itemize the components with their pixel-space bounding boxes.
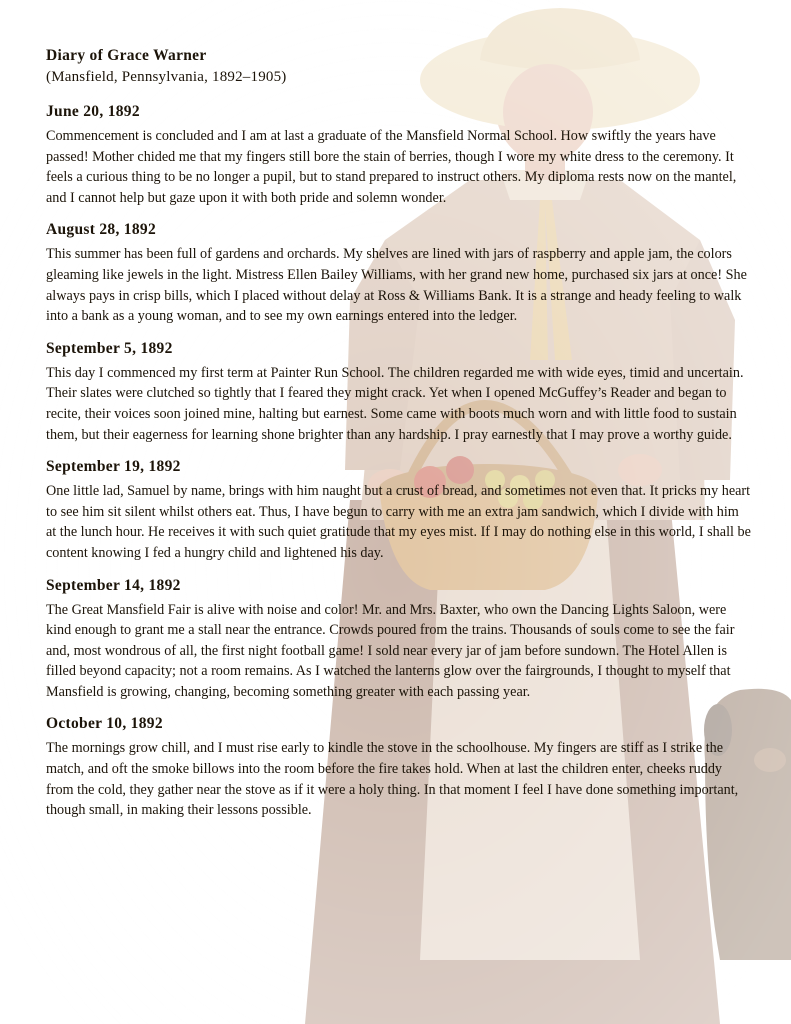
entry-date: September 5, 1892 xyxy=(46,339,173,357)
entry-date: August 28, 1892 xyxy=(46,221,157,239)
diary-document xyxy=(46,46,751,821)
entry-text: The mornings grow chill, and I must rise early to kindle the stove in the schoolhouse. My fingers are stiff as I strike the match, and oft the smoke billows into the room before the fire takes hold. When at last the children enter, cheeks ruddy from the cold, they gather near the stove as if it were a holy thing. In that moment I feel I have done something important, though small, in making their lessons possible. xyxy=(46,740,739,819)
diary-entry xyxy=(46,220,751,326)
entry-text: Commencement is concluded and I am at last a graduate of the Mansfield Normal School. How swiftly the years have passed! Mother chided me that my fingers still bore the stain of berries, though I wore my white dress to the ceremony. It feels a curious thing to be no longer a pupil, but to stand prepared to instruct others. My diploma rests now on the mantel, and I cannot help but gaze upon it with both pride and solemn wonder. xyxy=(46,128,737,206)
diary-entry xyxy=(46,339,751,445)
entry-date: September 19, 1892 xyxy=(46,458,181,476)
diary-entry xyxy=(46,576,751,703)
entry-date: October 10, 1892 xyxy=(46,715,163,733)
diary-title: Diary of Grace Warner xyxy=(46,47,207,64)
diary-entry xyxy=(46,102,751,208)
entry-text: The Great Mansfield Fair is alive with noise and color! Mr. and Mrs. Baxter, who own the Dancing Lights Saloon, were kind enough to grant me a stall near the entrance. Crowds poured from the trains. Thousands of souls come to see the fair and, most wondrous of all, the first night football game! I sold near every jar of jam before sundown. The Hotel Allen is filled beyond capacity; not a room remains. As I watched the lanterns glow over the fairgrounds, I thought to myself that Mansfield is growing, changing, becoming something greater with each passing year. xyxy=(46,601,735,700)
diary-entry xyxy=(46,457,751,563)
entry-text: This summer has been full of gardens and orchards. My shelves are lined with jars of raspberry and apple jam, the colors gleaming like jewels in the light. Mistress Ellen Bailey Williams, with her grand new home, purchased six jars at once! She always pays in crisp bills, which I placed without delay at Ross & Williams Bank. It is a strange and heady feeling to walk into a bank as a young woman, and to see my own earnings entered into the ledger. xyxy=(46,246,747,325)
entry-date: September 14, 1892 xyxy=(46,576,181,594)
entry-date: June 20, 1892 xyxy=(46,103,140,120)
entry-text: This day I commenced my first term at Painter Run School. The children regarded me with wide eyes, timid and uncertain. Their slates were clutched so tightly that I feared they might crack. Yet when I opened McGuffey’s Reader and began to recite, their voices soon joined mine, halting but earnest. Some came with boots much worn and with little food to sustain them, but their eagerness for learning shone brighter than any hardship. I pray earnestly that I may prove a worthy guide. xyxy=(46,364,744,443)
entry-text: One little lad, Samuel by name, brings with him naught but a crust of bread, and sometimes not even that. It pricks my heart to see him sit silent whilst others eat. Thus, I have begun to carry with me an extra jam sandwich, which I divide with him at the lunch hour. He receives it with such quiet gratitude that my eyes mist. If I may do nothing else in this world, I shall be content knowing I fed a hungry child and lightened his day. xyxy=(46,483,751,561)
diary-entry xyxy=(46,714,751,820)
diary-subtitle: (Mansfield, Pennsylvania, 1892–1905) xyxy=(46,69,287,85)
